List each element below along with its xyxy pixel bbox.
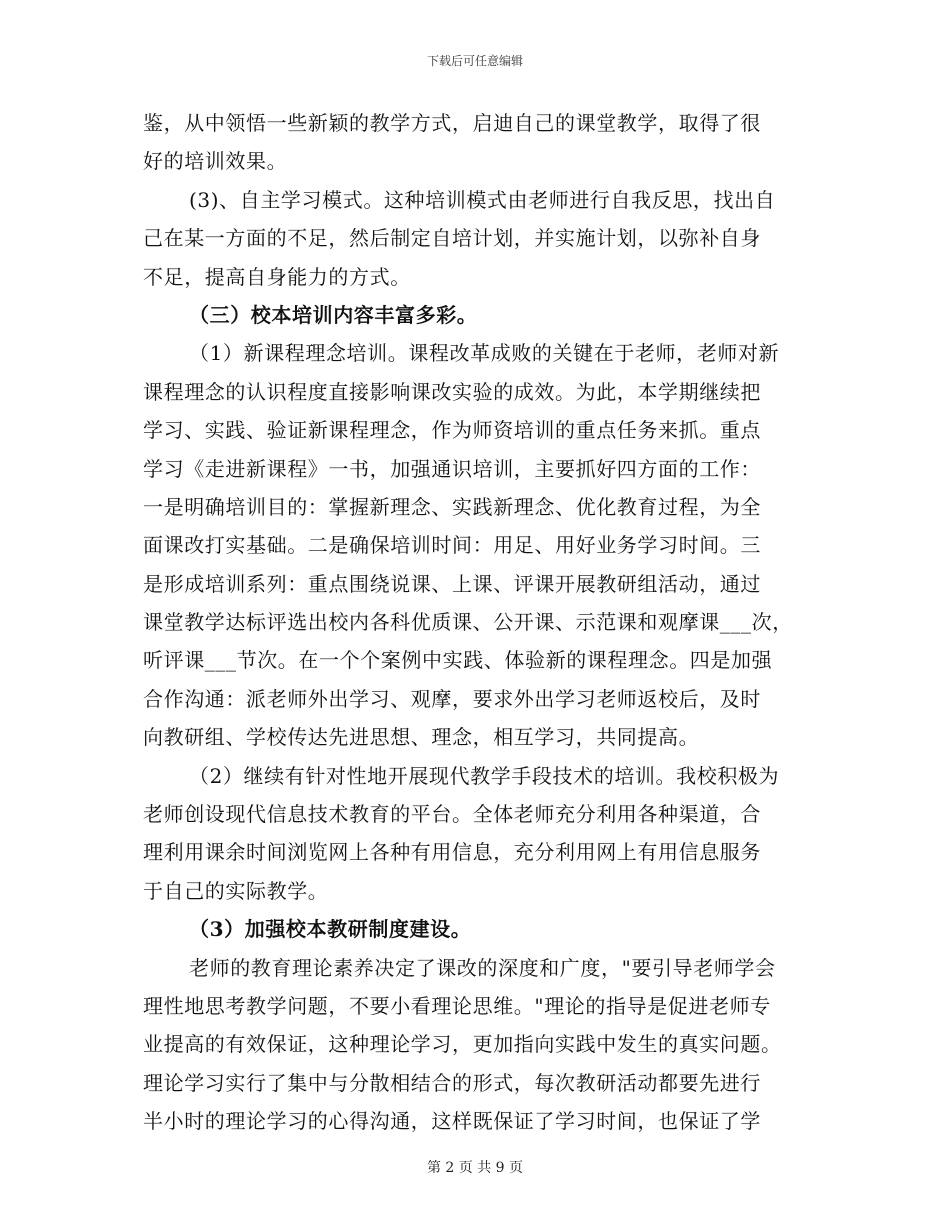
page-header: 下载后可任意编辑 <box>426 54 523 68</box>
paragraph-line: 理性地思考教学问题，不要小看理论思维。"理论的指导是促进老师专 <box>143 993 771 1018</box>
paragraph-line: (3)、自主学习模式。这种培训模式由老师进行自我反思，找出自 <box>189 187 776 212</box>
paragraph-line: 于自己的实际教学。 <box>143 878 329 903</box>
paragraph-line: 一是明确培训目的：掌握新理念、实践新理念、优化教育过程，为全 <box>143 494 761 519</box>
paragraph-line: 理利用课余时间浏览网上各种有用信息，充分利用网上有用信息服务 <box>143 840 761 865</box>
paragraph-line: 听评课___节次。在一个个案例中实践、体验新的课程理念。四是加强 <box>143 648 773 673</box>
paragraph-line: 己在某一方面的不足，然后制定自培计划，并实施计划，以弥补自身 <box>143 226 761 251</box>
paragraph-line: 半小时的理论学习的心得沟通，这样既保证了学习时间，也保证了学 <box>143 1109 761 1134</box>
paragraph-line: 不足，提高自身能力的方式。 <box>143 264 411 289</box>
paragraph-line: 好的培训效果。 <box>143 149 288 174</box>
paragraph-line: 向教研组、学校传达先进思想、理念，相互学习，共同提高。 <box>143 725 700 750</box>
paragraph-line: 是形成培训系列：重点围绕说课、上课、评课开展教研组活动，通过 <box>143 571 761 596</box>
paragraph-line: 课堂教学达标评选出校内各科优质课、公开课、示范课和观摩课___次， <box>143 610 793 635</box>
paragraph-line: 老师创设现代信息技术教育的平台。全体老师充分利用各种渠道，合 <box>143 802 761 827</box>
page-footer: 第 2 页 共 9 页 <box>426 1160 524 1176</box>
paragraph-line: 理论学习实行了集中与分散相结合的形式，每次教研活动都要先进行 <box>143 1070 761 1095</box>
paragraph-line: （1）新课程理念培训。课程改革成败的关键在于老师，老师对新 <box>189 341 780 366</box>
paragraph-line: 学习、实践、验证新课程理念，作为师资培训的重点任务来抓。重点 <box>143 418 761 443</box>
section-heading: （三）校本培训内容丰富多彩。 <box>189 302 478 327</box>
document-body <box>143 104 815 1141</box>
section-heading: （3）加强校本教研制度建设。 <box>189 917 472 942</box>
paragraph-line: 学习《走进新课程》一书，加强通识培训，主要抓好四方面的工作： <box>143 456 761 481</box>
paragraph-line: 面课改打实基础。二是确保培训时间：用足、用好业务学习时间。三 <box>143 533 761 558</box>
paragraph-line: 业提高的有效保证，这种理论学习，更加指向实践中发生的真实问题。 <box>143 1032 782 1057</box>
paragraph-line: 老师的教育理论素养决定了课改的深度和广度，"要引导老师学会 <box>189 955 776 980</box>
paragraph-line: 鉴，从中领悟一些新颖的教学方式，启迪自己的课堂教学，取得了很 <box>143 111 761 135</box>
paragraph-line: 课程理念的认识程度直接影响课改实验的成效。为此，本学期继续把 <box>143 379 761 404</box>
paragraph-line: 合作沟通：派老师外出学习、观摩，要求外出学习老师返校后，及时 <box>143 686 761 711</box>
paragraph-line: （2）继续有针对性地开展现代教学手段技术的培训。我校积极为 <box>189 763 780 788</box>
